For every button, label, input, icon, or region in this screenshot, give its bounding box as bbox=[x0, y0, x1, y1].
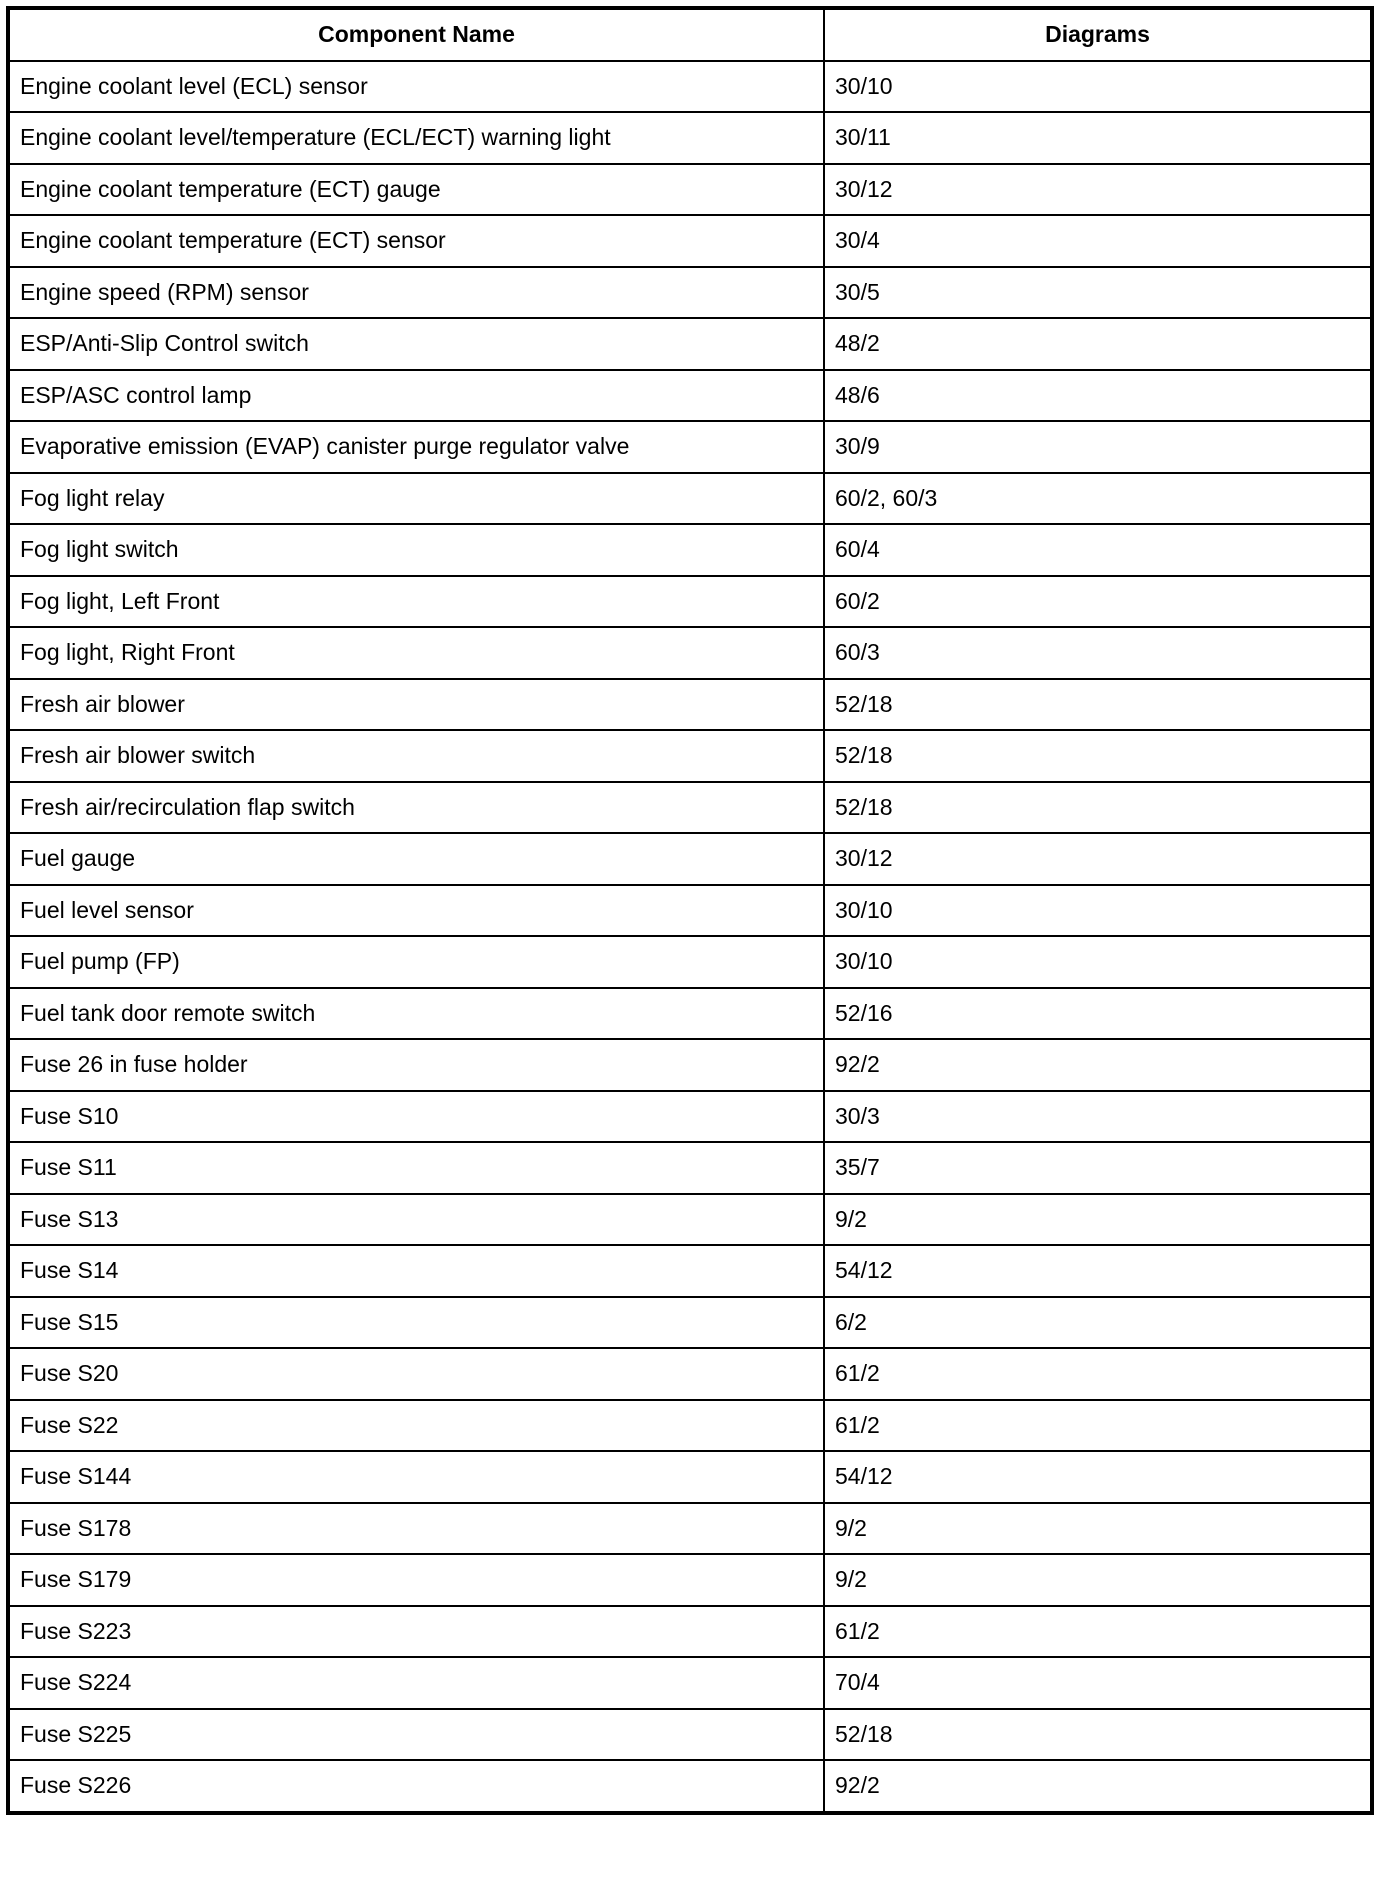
table-row bbox=[8, 1400, 1372, 1452]
header-diagrams: Diagrams bbox=[824, 8, 1372, 61]
component-name-cell: Fuse 26 in fuse holder bbox=[8, 1039, 824, 1091]
component-name-cell: Fuse S14 bbox=[8, 1245, 824, 1297]
table-row bbox=[8, 370, 1372, 422]
diagrams-cell: 30/9 bbox=[824, 421, 1372, 473]
diagrams-cell: 61/2 bbox=[824, 1606, 1372, 1658]
table-row bbox=[8, 1451, 1372, 1503]
component-name-cell: Fog light switch bbox=[8, 524, 824, 576]
component-name-cell: Fuse S144 bbox=[8, 1451, 824, 1503]
component-name-cell: Fresh air/recirculation flap switch bbox=[8, 782, 824, 834]
diagrams-cell: 52/18 bbox=[824, 1709, 1372, 1761]
diagrams-cell: 52/18 bbox=[824, 679, 1372, 731]
table-row bbox=[8, 833, 1372, 885]
table-row bbox=[8, 1657, 1372, 1709]
table-row bbox=[8, 627, 1372, 679]
diagrams-cell: 30/10 bbox=[824, 61, 1372, 113]
component-name-cell: Fuse S13 bbox=[8, 1194, 824, 1246]
table-header-row bbox=[8, 8, 1372, 61]
table-row bbox=[8, 988, 1372, 1040]
component-name-cell: Fresh air blower bbox=[8, 679, 824, 731]
diagrams-cell: 61/2 bbox=[824, 1348, 1372, 1400]
diagrams-cell: 30/4 bbox=[824, 215, 1372, 267]
component-name-cell: Fuse S22 bbox=[8, 1400, 824, 1452]
diagrams-cell: 54/12 bbox=[824, 1245, 1372, 1297]
component-name-cell: Fog light, Left Front bbox=[8, 576, 824, 628]
component-name-cell: Fuse S11 bbox=[8, 1142, 824, 1194]
diagrams-cell: 30/12 bbox=[824, 833, 1372, 885]
table-row bbox=[8, 730, 1372, 782]
table-row bbox=[8, 1554, 1372, 1606]
table-row bbox=[8, 1091, 1372, 1143]
component-name-cell: Fog light, Right Front bbox=[8, 627, 824, 679]
component-name-cell: Fog light relay bbox=[8, 473, 824, 525]
table-row bbox=[8, 782, 1372, 834]
table-row bbox=[8, 1297, 1372, 1349]
component-name-cell: Engine coolant level (ECL) sensor bbox=[8, 61, 824, 113]
component-name-cell: Fuse S224 bbox=[8, 1657, 824, 1709]
table-body bbox=[8, 61, 1372, 1813]
diagrams-cell: 60/2, 60/3 bbox=[824, 473, 1372, 525]
diagrams-cell: 48/6 bbox=[824, 370, 1372, 422]
table-row bbox=[8, 524, 1372, 576]
header-component-name: Component Name bbox=[8, 8, 824, 61]
component-name-cell: Engine speed (RPM) sensor bbox=[8, 267, 824, 319]
diagrams-cell: 52/18 bbox=[824, 782, 1372, 834]
component-name-cell: Engine coolant level/temperature (ECL/ECT) warning light bbox=[8, 112, 824, 164]
table-row bbox=[8, 1760, 1372, 1813]
diagrams-cell: 35/7 bbox=[824, 1142, 1372, 1194]
table-row bbox=[8, 267, 1372, 319]
component-name-cell: Fuel pump (FP) bbox=[8, 936, 824, 988]
table-row bbox=[8, 1503, 1372, 1555]
diagrams-cell: 30/3 bbox=[824, 1091, 1372, 1143]
component-name-cell: Fuse S10 bbox=[8, 1091, 824, 1143]
diagrams-cell: 30/11 bbox=[824, 112, 1372, 164]
component-name-cell: ESP/Anti-Slip Control switch bbox=[8, 318, 824, 370]
diagrams-cell: 92/2 bbox=[824, 1039, 1372, 1091]
diagrams-cell: 30/12 bbox=[824, 164, 1372, 216]
diagrams-cell: 92/2 bbox=[824, 1760, 1372, 1813]
diagrams-cell: 70/4 bbox=[824, 1657, 1372, 1709]
diagrams-cell: 60/2 bbox=[824, 576, 1372, 628]
component-name-cell: Fuse S225 bbox=[8, 1709, 824, 1761]
component-name-cell: Fuse S223 bbox=[8, 1606, 824, 1658]
diagrams-cell: 48/2 bbox=[824, 318, 1372, 370]
component-diagram-table bbox=[6, 6, 1374, 1815]
component-name-cell: Fuse S179 bbox=[8, 1554, 824, 1606]
table-row bbox=[8, 164, 1372, 216]
component-name-cell: Fuse S226 bbox=[8, 1760, 824, 1813]
table-row bbox=[8, 1245, 1372, 1297]
component-name-cell: Fresh air blower switch bbox=[8, 730, 824, 782]
component-name-cell: Engine coolant temperature (ECT) gauge bbox=[8, 164, 824, 216]
diagrams-cell: 61/2 bbox=[824, 1400, 1372, 1452]
table-row bbox=[8, 1606, 1372, 1658]
table-row bbox=[8, 61, 1372, 113]
table-row bbox=[8, 885, 1372, 937]
diagrams-cell: 52/18 bbox=[824, 730, 1372, 782]
table-row bbox=[8, 679, 1372, 731]
table-row bbox=[8, 1039, 1372, 1091]
diagrams-cell: 9/2 bbox=[824, 1194, 1372, 1246]
component-name-cell: Evaporative emission (EVAP) canister purge regulator valve bbox=[8, 421, 824, 473]
component-name-cell: Fuse S15 bbox=[8, 1297, 824, 1349]
component-name-cell: Fuel tank door remote switch bbox=[8, 988, 824, 1040]
table-row bbox=[8, 576, 1372, 628]
table-row bbox=[8, 1709, 1372, 1761]
component-name-cell: Engine coolant temperature (ECT) sensor bbox=[8, 215, 824, 267]
table-row bbox=[8, 936, 1372, 988]
diagrams-cell: 52/16 bbox=[824, 988, 1372, 1040]
diagrams-cell: 54/12 bbox=[824, 1451, 1372, 1503]
table-row bbox=[8, 215, 1372, 267]
component-name-cell: Fuel gauge bbox=[8, 833, 824, 885]
diagrams-cell: 60/3 bbox=[824, 627, 1372, 679]
diagrams-cell: 30/5 bbox=[824, 267, 1372, 319]
diagrams-cell: 30/10 bbox=[824, 936, 1372, 988]
table-row bbox=[8, 421, 1372, 473]
table-row bbox=[8, 473, 1372, 525]
diagrams-cell: 6/2 bbox=[824, 1297, 1372, 1349]
diagrams-cell: 9/2 bbox=[824, 1554, 1372, 1606]
component-name-cell: Fuse S178 bbox=[8, 1503, 824, 1555]
diagrams-cell: 9/2 bbox=[824, 1503, 1372, 1555]
table-row bbox=[8, 112, 1372, 164]
component-name-cell: ESP/ASC control lamp bbox=[8, 370, 824, 422]
diagrams-cell: 60/4 bbox=[824, 524, 1372, 576]
table-row bbox=[8, 1194, 1372, 1246]
table-row bbox=[8, 1142, 1372, 1194]
component-name-cell: Fuse S20 bbox=[8, 1348, 824, 1400]
table-row bbox=[8, 1348, 1372, 1400]
component-name-cell: Fuel level sensor bbox=[8, 885, 824, 937]
table-row bbox=[8, 318, 1372, 370]
diagrams-cell: 30/10 bbox=[824, 885, 1372, 937]
